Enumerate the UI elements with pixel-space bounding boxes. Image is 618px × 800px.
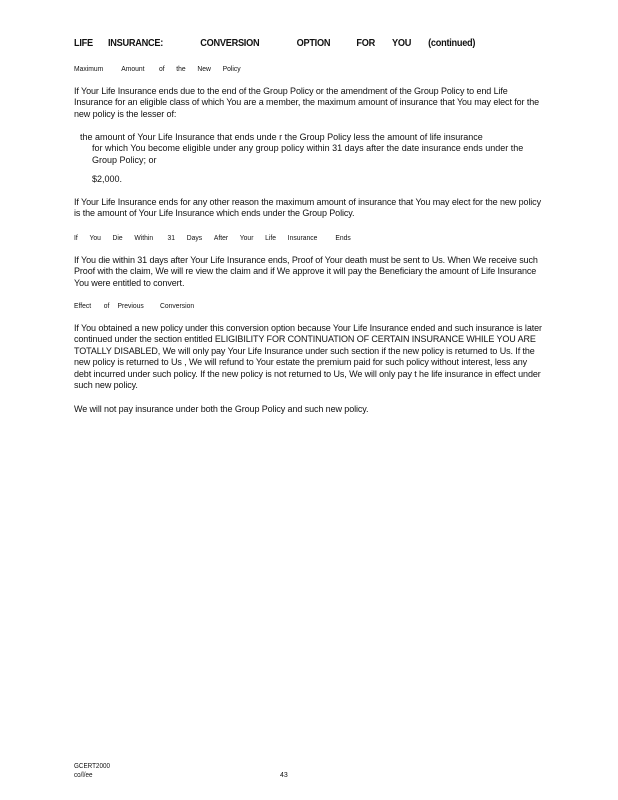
bullet-text: $2,000.	[92, 174, 123, 184]
bullet-text: the amount of Your Life Insurance that ends unde r the Group Policy less the amount of life insurance	[80, 132, 483, 142]
title-word: OPTION	[296, 38, 331, 49]
footer-line: co/l/ee	[74, 772, 93, 779]
title-word: YOU	[392, 38, 412, 49]
paragraph-previous-conversion: If You obtained a new policy under this conversion option because Your Life Insurance ended and such insurance is later continued under the section entitled ELIGIBILITY FOR CONTINUATION OF CERTAIN INSURANCE WHILE YOU ARE TOTALLY DISABLED, We will only pay Your Life Insurance under such section if the new policy is returned to Us. If the new policy is returned to Us , We will refund to Your estate the premium paid for such policy without interest, less any debt incurred under such policy. If the new policy is not returned to Us, We will only pay t he life insurance in effect under such new policy.	[74, 323, 542, 391]
heading-word: Life	[265, 233, 277, 242]
footer-code	[74, 762, 110, 780]
heading-word: of	[103, 301, 110, 310]
heading-word: Amount	[121, 64, 145, 73]
section-heading-maximum-amount	[74, 64, 252, 73]
heading-word: Days	[186, 233, 203, 242]
paragraph-die-within: If You die within 31 days after Your Life Insurance ends, Proof of Your death must be sent to Us. When We receive such Proof with the claim, We will re view the claim and if We approve it will pay the Beneficiary the amount of Life Insurance You were entitled to convert.	[74, 255, 538, 288]
heading-word: Conversion	[159, 301, 195, 310]
heading-word: Die	[112, 233, 123, 242]
heading-word: Policy	[222, 64, 241, 73]
heading-word: If	[74, 233, 78, 242]
heading-word: Ends	[335, 233, 351, 242]
paragraph-no-double-pay: We will not pay insurance under both the Group Policy and such new policy.	[74, 404, 369, 414]
heading-word: Previous	[117, 301, 144, 310]
title-word: CONVERSION	[200, 38, 260, 49]
paragraph-max-amount-other: If Your Life Insurance ends for any other reason the maximum amount of insurance that You may elect for the new policy is the amount of Your Life Insurance which ends under the Group Policy.	[74, 197, 541, 219]
page-title	[74, 38, 475, 49]
heading-word: Maximum	[74, 64, 104, 73]
title-word: FOR	[356, 38, 376, 49]
list-item	[74, 174, 544, 185]
heading-word: Insurance	[287, 233, 318, 242]
paragraph-max-amount-intro: If Your Life Insurance ends due to the end of the Group Policy or the amendment of the Group Policy to end Life Insurance for an eligible class of which You are a member, the maximum amount of insurance that You may elect for the new policy is the lesser of:	[74, 86, 540, 119]
heading-word: After	[213, 233, 229, 242]
section-heading-die-within	[74, 233, 362, 242]
heading-word: New	[197, 64, 211, 73]
title-word: (continued)	[428, 38, 476, 49]
heading-word: of	[158, 64, 165, 73]
heading-word: Effect	[74, 301, 92, 310]
heading-word: the	[176, 64, 186, 73]
bullet-continuation: for which You become eligible under any group policy within 31 days after the date insurance ends under the Group Policy; or	[92, 143, 524, 165]
heading-word: You	[89, 233, 101, 242]
list-item	[74, 132, 544, 166]
title-word: LIFE	[74, 38, 93, 49]
page-number: 43	[280, 772, 288, 779]
footer-line: GCERT2000	[74, 763, 110, 770]
heading-word: Your	[239, 233, 254, 242]
heading-word: Within	[134, 233, 154, 242]
title-word: INSURANCE:	[107, 38, 163, 49]
heading-word: 31	[167, 233, 176, 242]
section-heading-previous-conversion	[74, 301, 206, 310]
